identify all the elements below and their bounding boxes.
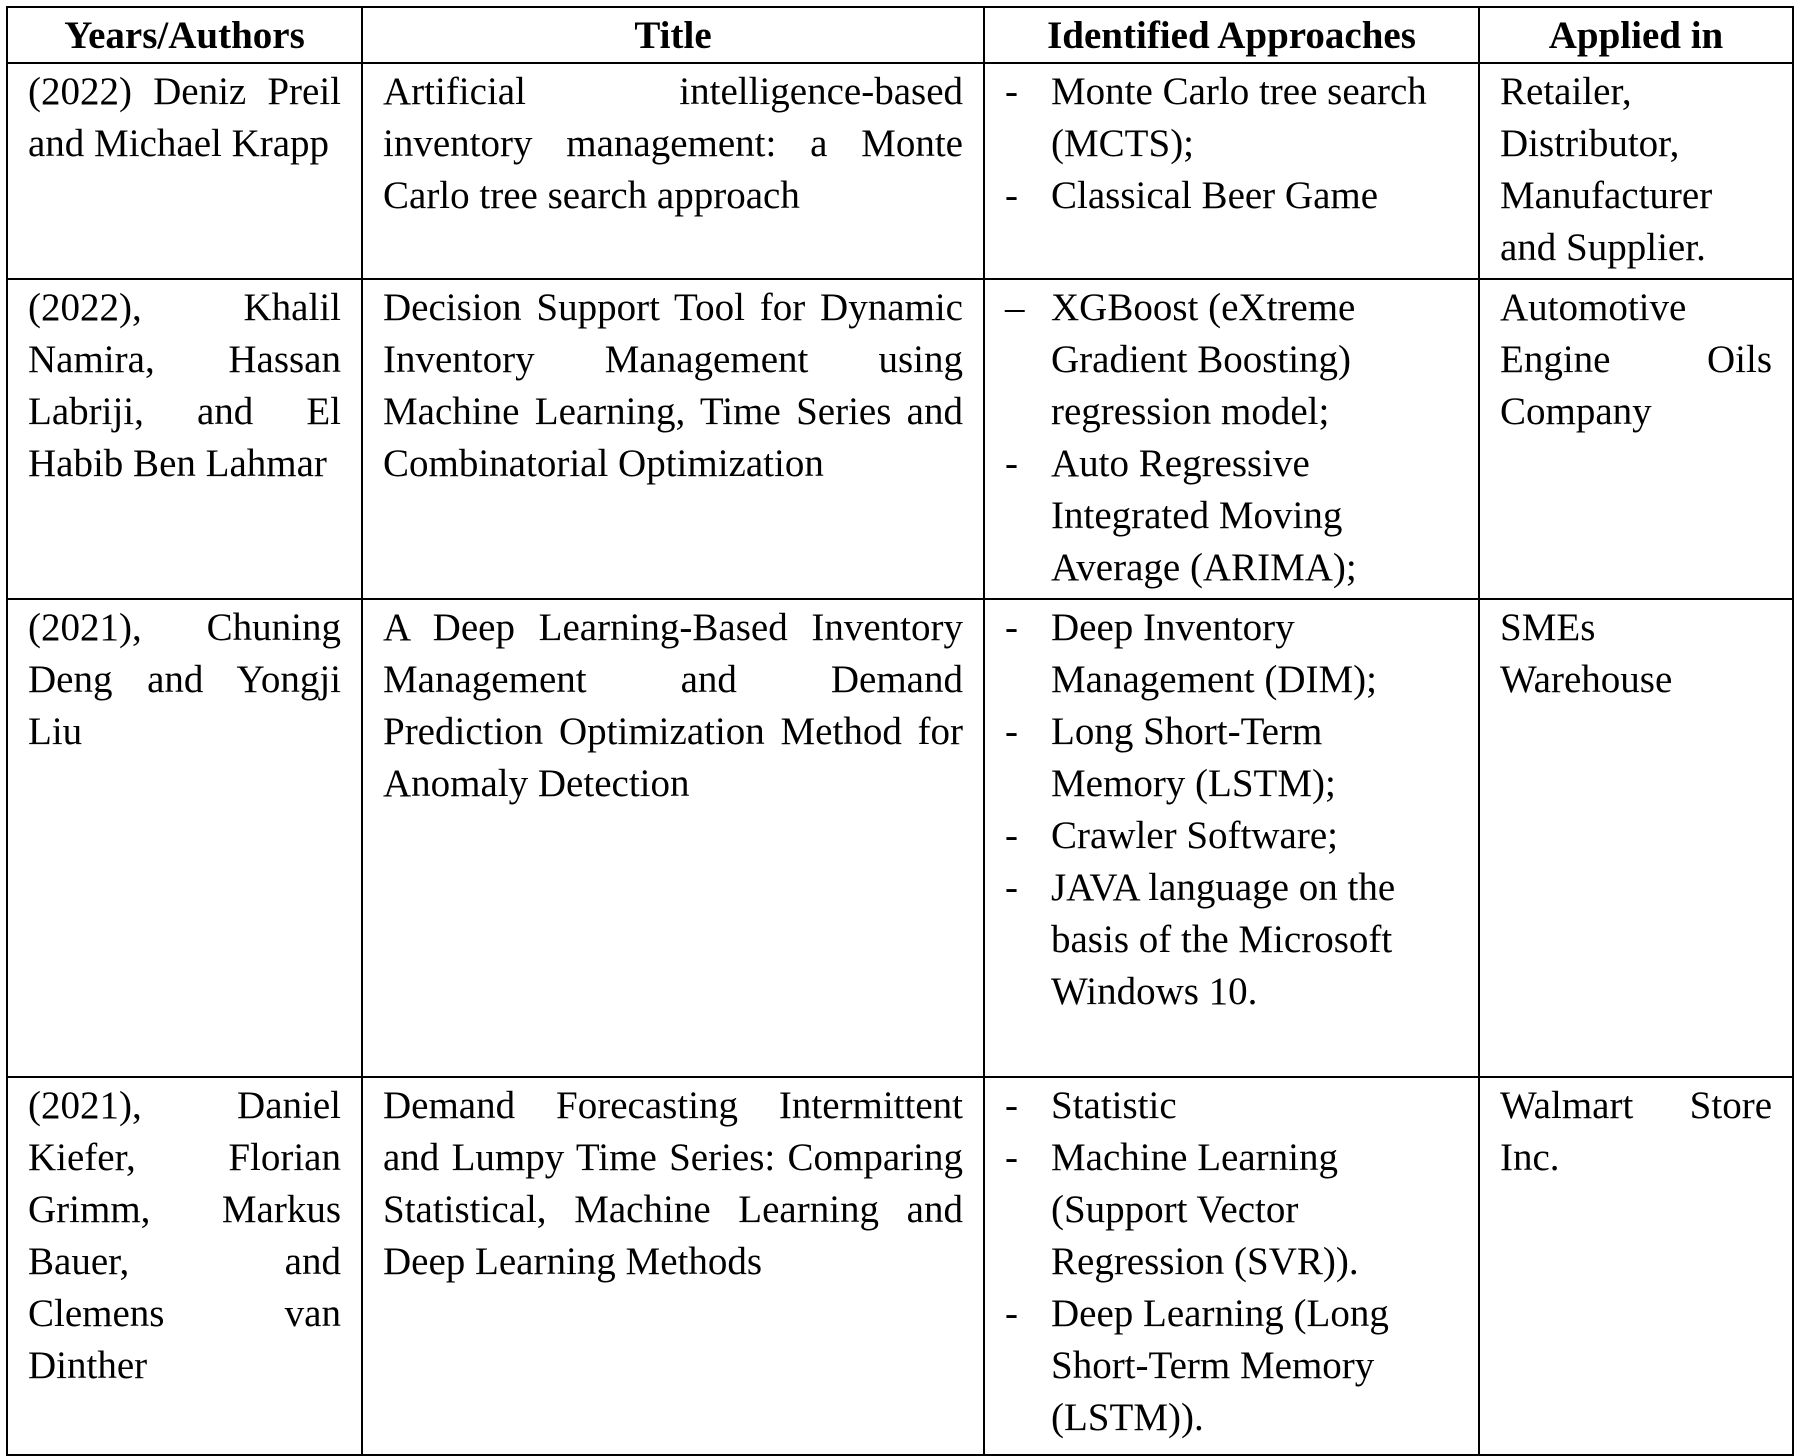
header-title: Title <box>362 7 984 63</box>
approaches-cell <box>984 63 1479 279</box>
approaches-list <box>1005 1080 1458 1444</box>
approach-item <box>1005 1080 1458 1132</box>
table-row <box>7 599 1793 1077</box>
approaches-list <box>1005 602 1458 1018</box>
approach-text: Statistic <box>1051 1084 1177 1127</box>
approach-text: XGBoost (eXtreme Gradient Boosting) regression model; <box>1051 286 1356 433</box>
approach-item <box>1005 810 1458 862</box>
header-years-authors: Years/Authors <box>7 7 362 63</box>
approaches-list <box>1005 66 1458 222</box>
approach-item <box>1005 1288 1458 1444</box>
authors-cell: (2022), Khalil Namira, Hassan Labriji, and El Habib Ben Lahmar <box>7 279 362 599</box>
dash-bullet: - <box>1005 710 1018 753</box>
applied-in-cell: SMEs Warehouse <box>1479 599 1793 1077</box>
approach-item <box>1005 862 1458 1018</box>
approach-text: JAVA language on the basis of the Microsoft Windows 10. <box>1051 866 1396 1013</box>
table-row <box>7 1077 1793 1455</box>
dash-bullet: - <box>1005 1136 1018 1179</box>
table-row <box>7 279 1793 599</box>
applied-in-cell: Walmart Store Inc. <box>1479 1077 1793 1455</box>
authors-cell: (2021), Chuning Deng and Yongji Liu <box>7 599 362 1077</box>
approach-text: Monte Carlo tree search (MCTS); <box>1051 70 1427 165</box>
title-cell: Decision Support Tool for Dynamic Inventory Management using Machine Learning, Time Series and Combinatorial Optimization <box>362 279 984 599</box>
approach-item <box>1005 170 1458 222</box>
approach-text: Machine Learning (Support Vector Regression (SVR)). <box>1051 1136 1359 1283</box>
approach-text: Auto Regressive Integrated Moving Average (ARIMA); <box>1051 442 1357 589</box>
dash-bullet: - <box>1005 1084 1018 1127</box>
table-row <box>7 63 1793 279</box>
title-cell: A Deep Learning-Based Inventory Management and Demand Prediction Optimization Method for Anomaly Detection <box>362 599 984 1077</box>
header-applied-in: Applied in <box>1479 7 1793 63</box>
approach-item <box>1005 1132 1458 1288</box>
approach-text: Crawler Software; <box>1051 814 1338 857</box>
dash-bullet: - <box>1005 606 1018 649</box>
approach-item <box>1005 282 1458 438</box>
header-identified-approaches: Identified Approaches <box>984 7 1479 63</box>
dash-bullet: - <box>1005 814 1018 857</box>
dash-bullet: – <box>1005 286 1025 329</box>
approach-item <box>1005 66 1458 170</box>
approaches-cell <box>984 1077 1479 1455</box>
approaches-cell <box>984 279 1479 599</box>
approaches-cell <box>984 599 1479 1077</box>
approach-text: Deep Inventory Management (DIM); <box>1051 606 1377 701</box>
applied-in-cell: Retailer, Distributor, Manufacturer and Supplier. <box>1479 63 1793 279</box>
dash-bullet: - <box>1005 70 1018 113</box>
authors-cell: (2022) Deniz Preil and Michael Krapp <box>7 63 362 279</box>
applied-in-cell: Automotive Engine Oils Company <box>1479 279 1793 599</box>
title-cell: Demand Forecasting Intermittent and Lumpy Time Series: Comparing Statistical, Machine Learning and Deep Learning Methods <box>362 1077 984 1455</box>
approach-text: Long Short-Term Memory (LSTM); <box>1051 710 1336 805</box>
dash-bullet: - <box>1005 442 1018 485</box>
literature-review-table <box>6 6 1794 1456</box>
authors-cell: (2021), Daniel Kiefer, Florian Grimm, Markus Bauer, and Clemens van Dinther <box>7 1077 362 1455</box>
approach-item <box>1005 706 1458 810</box>
header-row <box>7 7 1793 63</box>
approach-text: Classical Beer Game <box>1051 174 1379 217</box>
table-header <box>7 7 1793 63</box>
approach-item <box>1005 438 1458 594</box>
table-body <box>7 63 1793 1455</box>
dash-bullet: - <box>1005 866 1018 909</box>
title-cell: Artificial intelligence-based inventory management: a Monte Carlo tree search approach <box>362 63 984 279</box>
dash-bullet: - <box>1005 174 1018 217</box>
dash-bullet: - <box>1005 1292 1018 1335</box>
approach-text: Deep Learning (Long Short-Term Memory (LSTM)). <box>1051 1292 1389 1439</box>
approach-item <box>1005 602 1458 706</box>
approaches-list <box>1005 282 1458 594</box>
